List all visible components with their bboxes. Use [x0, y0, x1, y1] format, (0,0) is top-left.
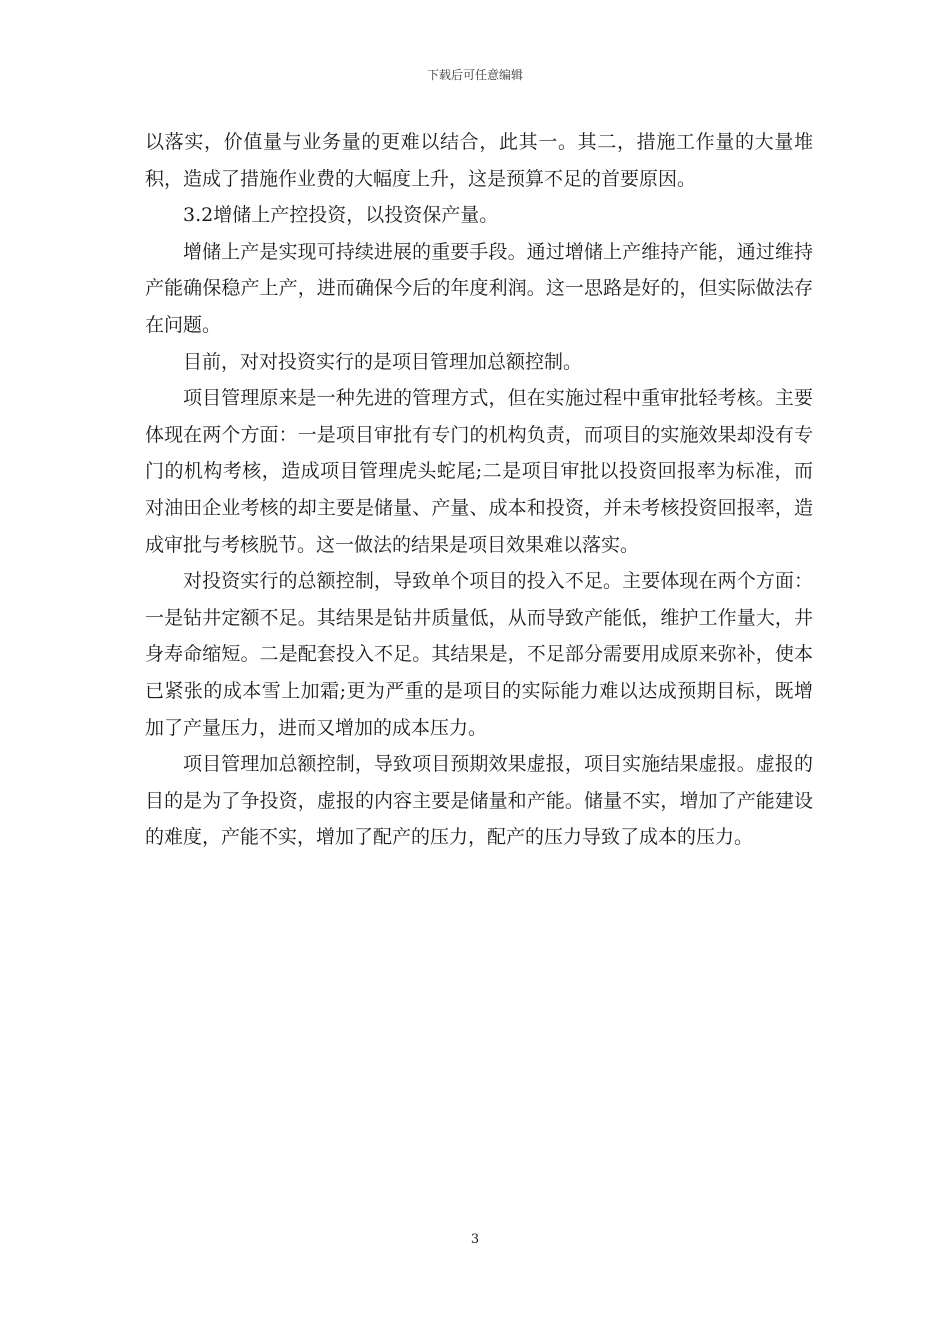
paragraph-reserves-production: 增储上产是实现可持续进展的重要手段。通过增储上产维持产能，通过维持产能确保稳产上产，进而确保今后的年度利润。这一思路是好的，但实际做法存在问题。	[145, 240, 813, 336]
document-body	[145, 124, 813, 856]
paragraph-false-reporting: 项目管理加总额控制，导致项目预期效果虚报，项目实施结果虚报。虚报的目的是为了争投资，虚报的内容主要是储量和产能。储量不实，增加了产能建设的难度，产能不实，增加了配产的压力，配产的压力导致了成本的压力。	[145, 753, 813, 849]
page-header: 下载后可任意编辑	[426, 68, 523, 82]
section-heading-3-2: 3.2增储上产控投资，以投资保产量。	[183, 204, 499, 227]
page-number: 3	[470, 1232, 480, 1247]
paragraph-project-management: 项目管理原来是一种先进的管理方式，但在实施过程中重审批轻考核。主要体现在两个方面：一是项目审批有专门的机构负责，而项目的实施效果却没有专门的机构考核，造成项目管理虎头蛇尾;二是项目审批以投资回报率为标准，而对油田企业考核的却主要是储量、产量、成本和投资，并未考核投资回报率，造成审批与考核脱节。这一做法的结果是项目效果难以落实。	[145, 387, 813, 556]
paragraph-total-control: 对投资实行的总额控制，导致单个项目的投入不足。主要体现在两个方面：一是钻井定额不足。其结果是钻井质量低，从而导致产能低，维护工作量大，井身寿命缩短。二是配套投入不足。其结果是，不足部分需要用成原来弥补，使本已紧张的成本雪上加霜;更为严重的是项目的实际能力难以达成预期目标，既增加了产量压力，进而又增加的成本压力。	[145, 570, 813, 739]
paragraph-continuation: 以落实，价值量与业务量的更难以结合，此其一。其二，措施工作量的大量堆积，造成了措施作业费的大幅度上升，这是预算不足的首要原因。	[145, 131, 813, 190]
paragraph-investment-control: 目前，对对投资实行的是项目管理加总额控制。	[183, 350, 583, 373]
